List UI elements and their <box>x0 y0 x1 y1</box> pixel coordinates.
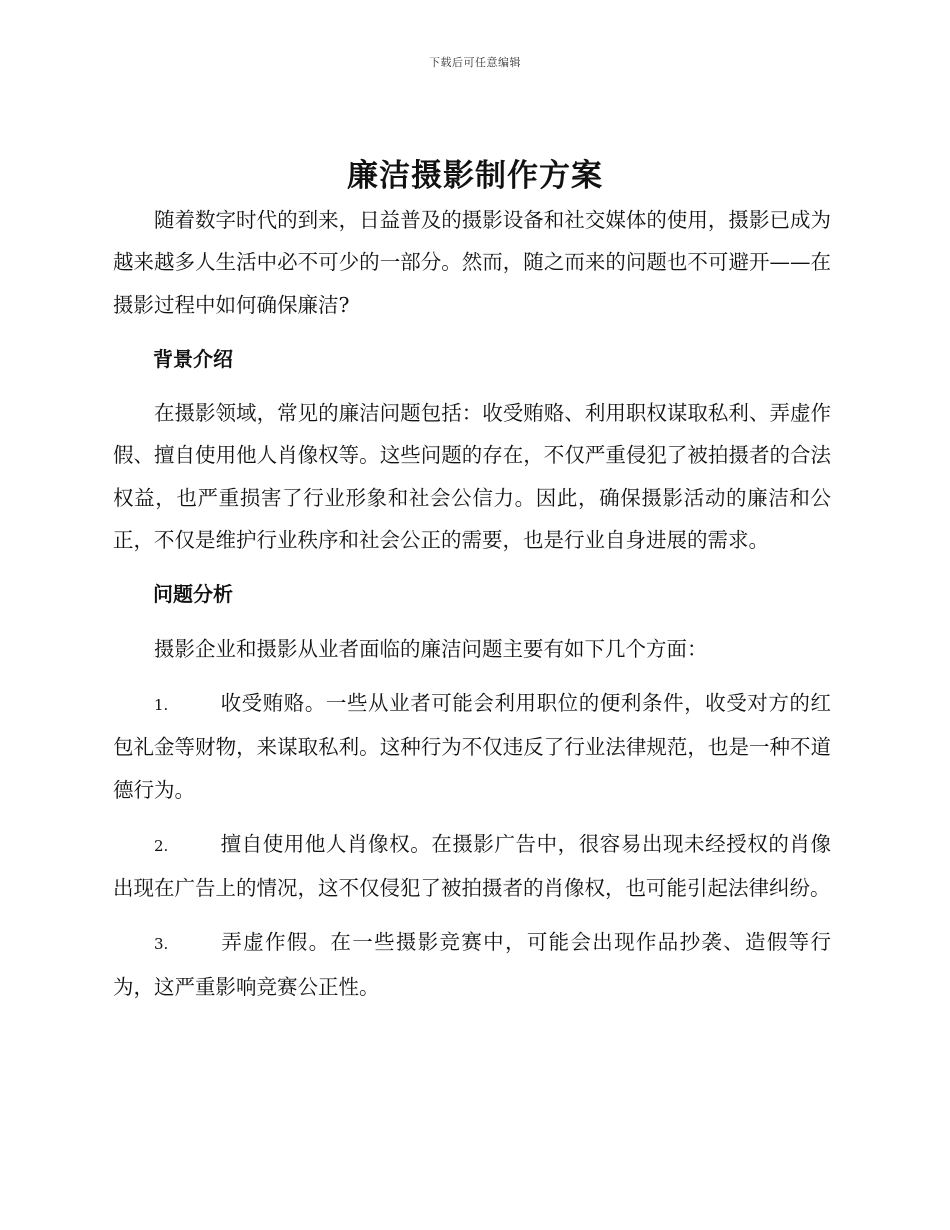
list-number: 2. <box>154 836 169 855</box>
section-heading-analysis: 问题分析 <box>153 582 233 607</box>
list-item <box>113 682 831 811</box>
list-item-text: 弄虚作假。在一些摄影竞赛中，可能会出现作品抄袭、造假等行为，这严重影响竞赛公正性。 <box>113 930 831 999</box>
list-item <box>113 823 831 910</box>
document-body <box>113 199 831 1020</box>
section-heading-background: 背景介绍 <box>153 346 233 371</box>
list-number: 1. <box>154 695 169 714</box>
spacer <box>113 670 831 682</box>
list-item <box>113 921 831 1008</box>
analysis-intro-paragraph: 摄影企业和摄影从业者面临的廉洁问题主要有如下几个方面： <box>154 636 708 661</box>
list-item-text: 擅自使用他人肖像权。在摄影广告中，很容易出现未经授权的肖像出现在广告上的情况，这不仅侵犯了被拍摄者的肖像权，也可能引起法律纠纷。 <box>113 831 831 901</box>
document-title: 廉洁摄影制作方案 <box>347 158 603 194</box>
list-item-text: 收受贿赂。一些从业者可能会利用职位的便利条件，收受对方的红包礼金等财物，来谋取私利。这种行为不仅违反了行业法律规范，也是一种不道德行为。 <box>113 690 831 802</box>
intro-paragraph: 随着数字时代的到来，日益普及的摄影设备和社交媒体的使用，摄影已成为越来越多人生活中必不可少的一部分。然而，随之而来的问题也不可避开——在摄影过程中如何确保廉洁? <box>113 208 831 317</box>
header-note: 下载后可任意编辑 <box>429 56 521 69</box>
list-number: 3. <box>154 935 169 954</box>
background-paragraph: 在摄影领域，常见的廉洁问题包括：收受贿赂、利用职权谋取私利、弄虚作假、擅自使用他人肖像权等。这些问题的存在，不仅严重侵犯了被拍摄者的合法权益，也严重损害了行业形象和社会公信力。因此，确保摄影活动的廉洁和公正，不仅是维护行业秩序和社会公正的需要，也是行业自身进展的需求。 <box>113 401 831 553</box>
